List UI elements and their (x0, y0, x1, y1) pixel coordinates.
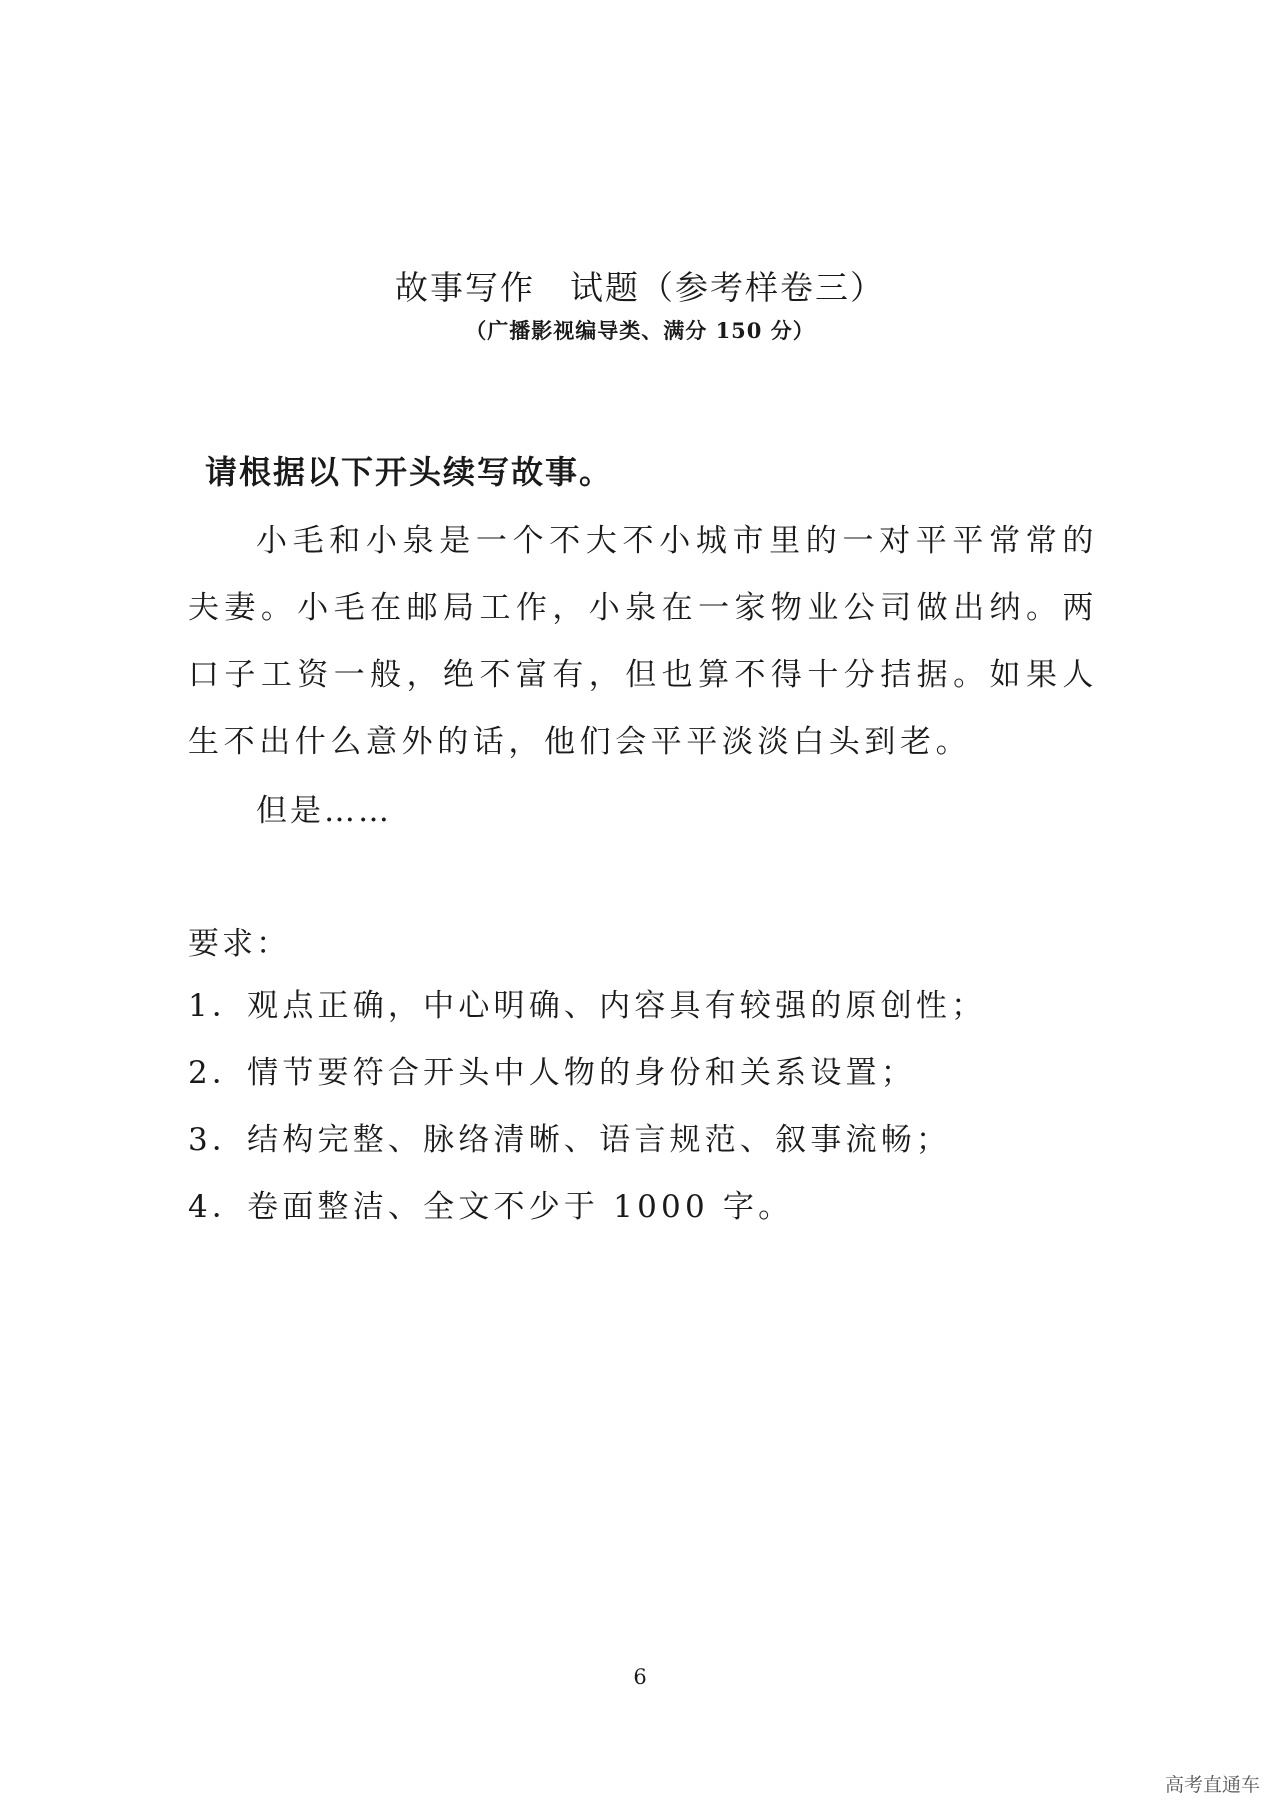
story-opening: 小毛和小泉是一个不大不小城市里的一对平平常常的夫妻。小毛在邮局工作，小泉在一家物业公司做出纳。两口子工资一般，绝不富有，但也算不得十分拮据。如果人生不出什么意外的话，他们会平平淡淡白头到老。 (188, 523, 1098, 760)
page-number: 6 (633, 1665, 647, 1689)
requirements-list (188, 980, 986, 1248)
watermark: 高考直通车 (1164, 1774, 1260, 1796)
task-instruction: 请根据以下开头续写故事。 (205, 453, 614, 491)
exam-subtitle: （广播影视编导类、满分 150 分） (465, 318, 815, 343)
exam-title: 故事写作 试题（参考样卷三） (395, 268, 885, 307)
story-continuation: 但是…… (256, 793, 392, 829)
requirement-item: 4．卷面整洁、全文不少于 1000 字。 (188, 1189, 794, 1225)
requirement-item: 1．观点正确，中心明确、内容具有较强的原创性； (188, 988, 987, 1024)
requirement-item: 3．结构完整、脉络清晰、语言规范、叙事流畅； (188, 1122, 952, 1158)
requirements-heading: 要求： (188, 926, 290, 962)
requirement-item: 2．情节要符合开头中人物的身份和关系设置； (188, 1055, 916, 1091)
